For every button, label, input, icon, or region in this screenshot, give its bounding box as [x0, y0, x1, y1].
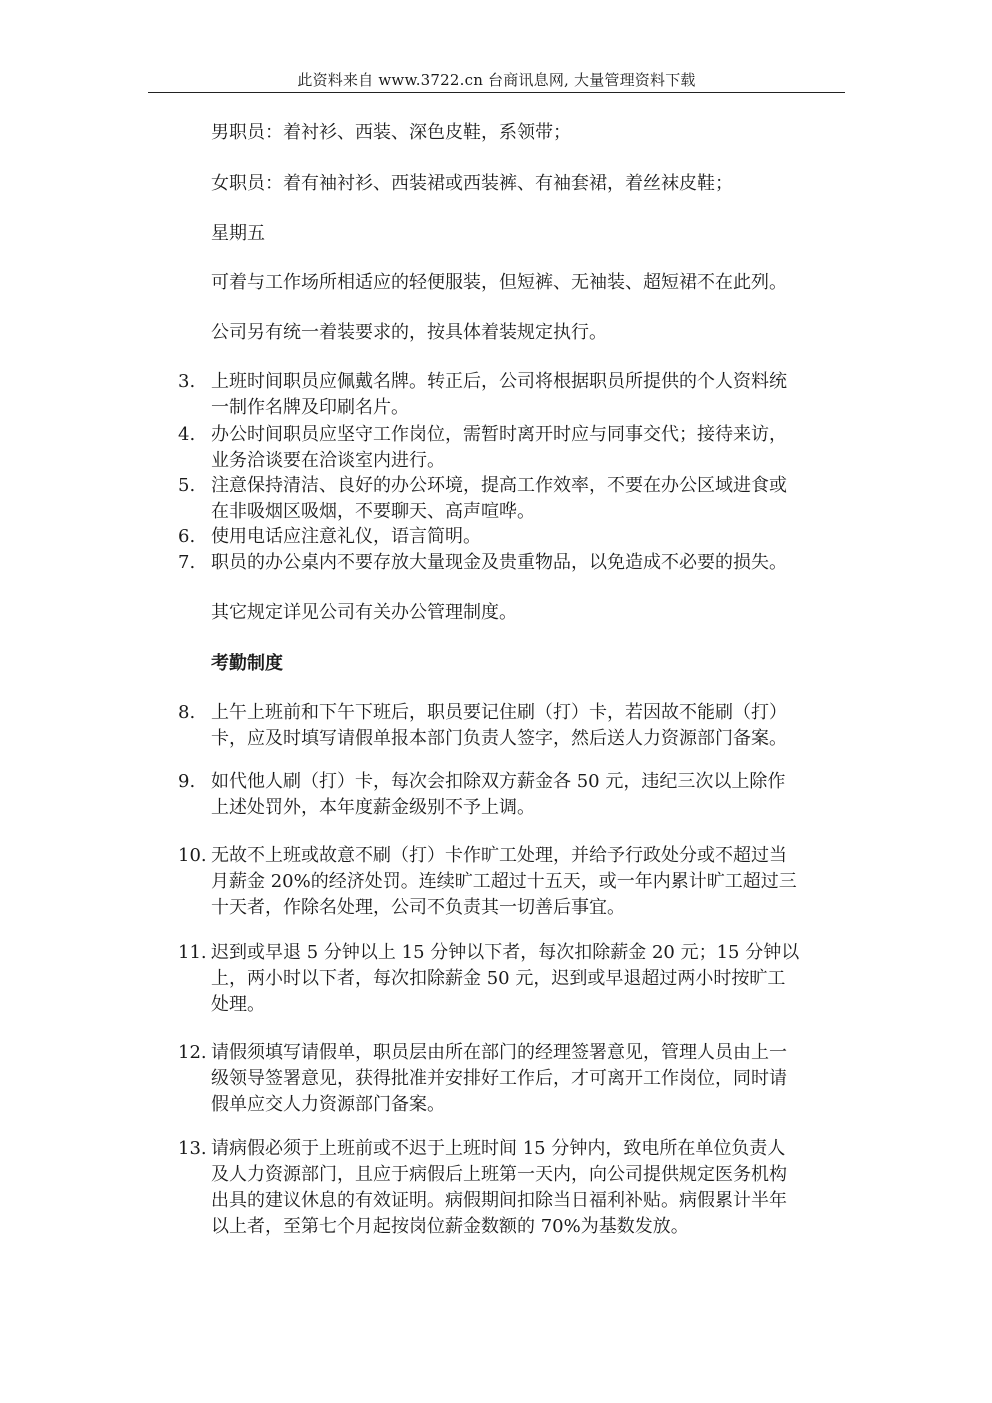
item-number: 5.	[178, 475, 196, 496]
item-text: 如代他人刷（打）卡，每次会扣除双方薪金各 50 元，违纪三次以上除作 上述处罚外，本年度薪金级别不予上调。	[211, 771, 786, 818]
item-number: 10.	[178, 845, 207, 866]
uniform-rule: 公司另有统一着装要求的，按具体着装规定执行。	[211, 322, 607, 343]
item-text: 办公时间职员应坚守工作岗位，需暂时离开时应与同事交代；接待来访， 业务洽谈要在洽谈室内进行。	[211, 424, 787, 471]
list-item	[178, 369, 846, 421]
list-item	[178, 700, 846, 752]
item-number: 3.	[178, 371, 196, 392]
item-text: 使用电话应注意礼仪，语言简明。	[211, 526, 481, 547]
list-item	[178, 422, 846, 474]
item-number: 12.	[178, 1042, 207, 1063]
item-number: 13.	[178, 1138, 207, 1159]
other-rules-note: 其它规定详见公司有关办公管理制度。	[211, 602, 517, 623]
item-text: 上午上班前和下午下班后，职员要记住刷（打）卡，若因故不能刷（打） 卡，应及时填写请假单报本部门负责人签字，然后送人力资源部门备案。	[211, 702, 787, 749]
list-item	[178, 1136, 846, 1240]
item-text: 请病假必须于上班前或不迟于上班时间 15 分钟内，致电所在单位负责人 及人力资源部门，且应于病假后上班第一天内，向公司提供规定医务机构 出具的建议休息的有效证明。病假期间扣除当日福利补贴。病假累计半年 以上者，至第七个月起按岗位薪金数额的 70%为基数发放。	[211, 1138, 787, 1237]
attendance-section-heading: 考勤制度	[211, 653, 283, 674]
page-header: 此资料来自 www.3722.cn 台商讯息网, 大量管理资料下载	[297, 71, 696, 89]
item-text: 请假须填写请假单，职员层由所在部门的经理签署意见，管理人员由上一 级领导签署意见，获得批准并安排好工作后，才可离开工作岗位，同时请 假单应交人力资源部门备案。	[211, 1042, 787, 1115]
item-number: 9.	[178, 771, 196, 792]
friday-heading: 星期五	[211, 223, 265, 244]
header-divider	[148, 92, 845, 93]
item-number: 8.	[178, 702, 196, 723]
list-item	[178, 550, 846, 576]
list-item	[178, 1040, 846, 1118]
friday-casual-rule: 可着与工作场所相适应的轻便服装，但短裤、无袖装、超短裙不在此列。	[211, 272, 787, 293]
item-text: 迟到或早退 5 分钟以上 15 分钟以下者，每次扣除薪金 20 元；15 分钟以 上，两小时以下者，每次扣除薪金 50 元，迟到或早退超过两小时按旷工 处理。	[211, 942, 800, 1015]
list-item	[178, 843, 846, 921]
dress-code-women: 女职员：着有袖衬衫、西装裙或西装裤、有袖套裙，着丝袜皮鞋；	[211, 173, 733, 194]
item-text: 注意保持清洁、良好的办公环境，提高工作效率，不要在办公区域进食或 在非吸烟区吸烟，不要聊天、高声喧哗。	[211, 475, 787, 522]
item-text: 职员的办公桌内不要存放大量现金及贵重物品，以免造成不必要的损失。	[211, 552, 787, 573]
item-text: 无故不上班或故意不刷（打）卡作旷工处理，并给予行政处分或不超过当 月薪金 20%的经济处罚。连续旷工超过十五天，或一年内累计旷工超过三 十天者，作除名处理，公司不负责其一切善后事宜。	[211, 845, 797, 918]
list-item	[178, 524, 846, 550]
list-item	[178, 473, 846, 525]
item-number: 4.	[178, 424, 196, 445]
item-number: 7.	[178, 552, 196, 573]
list-item	[178, 769, 846, 821]
item-number: 6.	[178, 526, 196, 547]
dress-code-men: 男职员：着衬衫、西装、深色皮鞋，系领带；	[211, 122, 571, 143]
item-number: 11.	[178, 942, 207, 963]
item-text: 上班时间职员应佩戴名牌。转正后，公司将根据职员所提供的个人资料统 一制作名牌及印刷名片。	[211, 371, 787, 418]
list-item	[178, 940, 846, 1018]
